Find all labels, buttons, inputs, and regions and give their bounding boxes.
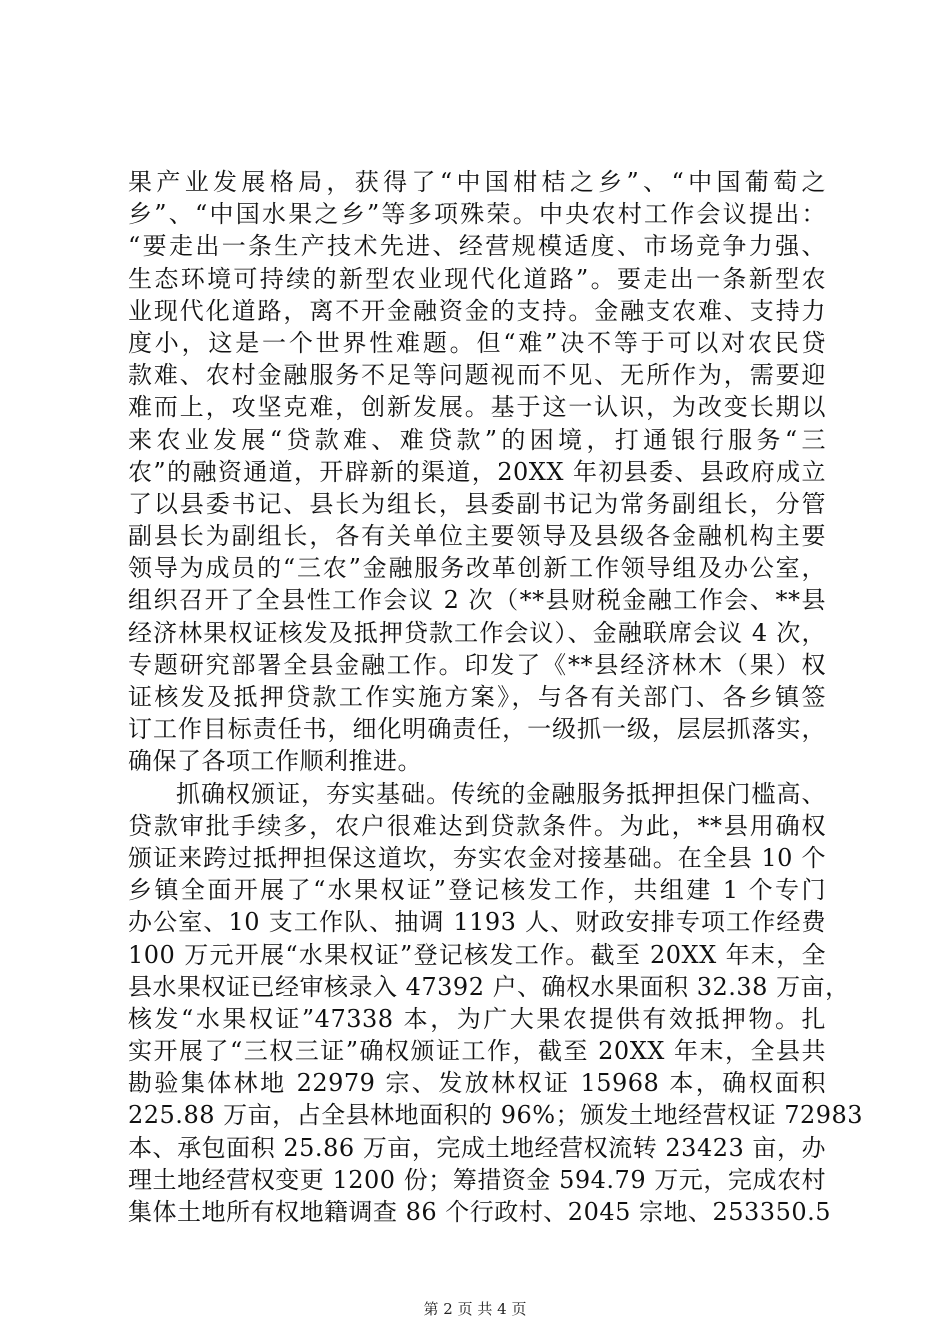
text-line: 领导为成员的“三农”金融服务改革创新工作领导组及办公室， [128,554,826,583]
text-line: 集体土地所有权地籍调查 86 个行政村、2045 宗地、253350.5 [128,1198,832,1226]
paragraph-1 [128,166,826,778]
text-line: 生态环境可持续的新型农业现代化道路”。要走出一条新型农 [128,264,826,293]
text-line: 副县长为副组长，各有关单位主要领导及县级各金融机构主要 [128,522,826,551]
text-line: 经济林果权证核发及抵押贷款工作会议）、金融联席会议 4 次， [128,618,826,647]
text-line: 难而上，攻坚克难，创新发展。基于这一认识，为改变长期以 [128,393,826,422]
text-line: 度小，这是一个世界性难题。但“难”决不等于可以对农民贷 [128,328,826,357]
text-line: 抓确权颁证，夯实基础。传统的金融服务抵押担保门槛高、 [176,779,826,808]
text-line: 颁证来跨过抵押担保这道坎，夯实农金对接基础。在全县 10 个 [128,843,826,872]
paragraph-2 [128,778,864,1229]
text-line: 乡”、“中国水果之乡”等多项殊荣。中央农村工作会议提出： [128,200,826,229]
text-line: 确保了各项工作顺利推进。 [128,747,422,776]
text-line: 100 万元开展“水果权证”登记核发工作。截至 20XX 年末，全 [128,940,826,969]
text-line: 农”的融资通道，开辟新的渠道，20XX 年初县委、县政府成立 [128,457,826,486]
text-line: 款难、农村金融服务不足等问题视而不见、无所作为，需要迎 [128,361,826,390]
text-line: 订工作目标责任书，细化明确责任，一级抓一级，层层抓落实， [128,715,826,744]
text-line: 核发“水果权证”47338 本，为广大果农提供有效抵押物。扎 [128,1004,826,1033]
text-line: 果产业发展格局，获得了“中国柑桔之乡”、“中国葡萄之 [128,168,826,196]
text-line: “要走出一条生产技术先进、经营规模适度、市场竞争力强、 [128,232,826,261]
document-body [128,166,864,1228]
text-line: 办公室、10 支工作队、抽调 1193 人、财政安排专项工作经费 [128,908,826,937]
page-number-footer: 第 2 页 共 4 页 [423,1300,527,1318]
text-line: 本、承包面积 25.86 万亩，完成土地经营权流转 23423 亩，办 [128,1133,826,1162]
text-line: 专题研究部署全县金融工作。印发了《**县经济林木（果）权 [128,650,826,679]
text-line: 理土地经营权变更 1200 份；筹措资金 594.79 万元，完成农村 [128,1165,826,1194]
text-line: 勘验集体林地 22979 宗、发放林权证 15968 本，确权面积 [128,1069,826,1098]
text-line: 组织召开了全县性工作会议 2 次（**县财税金融工作会、**县 [128,586,826,615]
text-line: 225.88 万亩，占全县林地面积的 96%；颁发土地经营权证 72983 [128,1101,864,1130]
text-line: 业现代化道路，离不开金融资金的支持。金融支农难、支持力 [128,296,826,325]
text-line: 贷款审批手续多，农户很难达到贷款条件。为此，**县用确权 [128,811,826,840]
text-line: 来农业发展“贷款难、难贷款”的困境，打通银行服务“三 [128,425,826,454]
text-line: 乡镇全面开展了“水果权证”登记核发工作，共组建 1 个专门 [128,876,826,905]
text-line: 实开展了“三权三证”确权颁证工作，截至 20XX 年末，全县共 [128,1037,826,1066]
text-line: 县水果权证已经审核录入 47392 户、确权水果面积 32.38 万亩， [128,972,850,1001]
text-line: 了以县委书记、县长为组长，县委副书记为常务副组长，分管 [128,489,826,518]
text-line: 证核发及抵押贷款工作实施方案》，与各有关部门、各乡镇签 [128,683,826,711]
